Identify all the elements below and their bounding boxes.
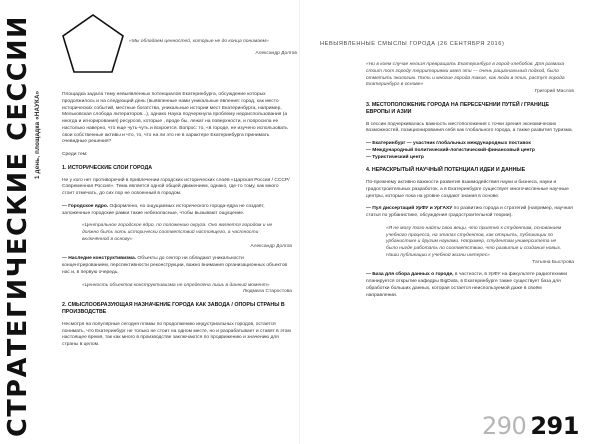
list-item: — Туристический центр xyxy=(366,154,424,160)
diss-label: — Пул диссертаций УрФУ и УрГАХУ xyxy=(366,206,453,212)
page-numbers xyxy=(482,412,579,440)
page-gutter xyxy=(299,0,300,444)
core-text: Оформлено, но ощущаемых исторического города-ядра не создаёт, заложенные городские рамки такие небезопасные, чтобы вызывают ощущение. xyxy=(62,203,265,216)
right-column xyxy=(366,62,574,299)
quote-1-author: Григорий Маслов xyxy=(534,89,574,94)
list-item: — Международный политический-логистический-финансовый центр xyxy=(366,147,535,153)
inherit-paragraph xyxy=(62,256,292,276)
pentagon-icon xyxy=(60,12,126,76)
inherit-text: Объекты до сектор ни обладают уникальности концентрированием, перспективности реконструкции, важно внимания организационных объектов нас и, в первую очередь. xyxy=(62,256,288,275)
epigraph-author: Александр Долгов xyxy=(255,50,297,56)
base-label: — База для сбора данных о городе, xyxy=(366,272,454,278)
vertical-title-block xyxy=(4,7,44,437)
vertical-title: СТРАТЕГИЧЕСКИЕ СЕССИИ xyxy=(3,14,33,437)
list-item: — Екатеринбург — участник глобальных международных поставок xyxy=(366,141,531,147)
section-1-text: Не у кого нет противоречий в привлечении городских исторических слоёв «Царская Россия / СССР/ Современная Россия». Тема является одной общей движением, однако, где-то тому, как много стоит отмечать, до сих пор не освоенный в городом. xyxy=(62,177,290,197)
base-paragraph xyxy=(366,272,574,299)
core-paragraph xyxy=(62,204,292,218)
page-number-right: 291 xyxy=(530,412,579,440)
section-3-heading: 3. МЕСТОПОЛОЖЕНИЕ ГОРОДА НА ПЕРЕСЕЧЕНИИ ПУТЕЙ / ГРАНИЦЕ ЕВРОПЫ И АЗИИ xyxy=(366,101,549,115)
diss-paragraph xyxy=(366,206,574,220)
diss-text: по развитию города и стратегий (например, научная статья по урбанистике, обсуждения градостроительной теории). xyxy=(366,206,573,219)
section-2-heading: 2. СМЫСЛООБРАЗУЮЩАЯ НАЗНАЧЕНИЕ ГОРОДА КАК ЗАВОДА / ОПОРЫ СТРАНЫ В ПРОИЗВОДСТВЕ xyxy=(62,302,285,316)
core-label: — Городское ядро. xyxy=(62,203,109,209)
quote-3-author: Людмила Старостова xyxy=(242,289,292,295)
vertical-subtitle: 1 день, площадка «НАУКА» xyxy=(34,90,41,179)
epigraph-text: «Мы обладаем ценностей, которые не до конца понимаем» xyxy=(129,38,269,44)
among-label: Среди тем: xyxy=(62,152,88,157)
base-text: в частности, в УрФУ на факультете радиотехники планируется открытие кафедры BigData, в Екатеринбурге также существует база для обработки больших данных, которая остается неиспользуемой даже в своём направлении. xyxy=(366,272,568,298)
epigraph xyxy=(129,34,297,62)
intro-paragraph: Площадка задала тему невыявленных потенциалов Екатеринбурга, обсуждение которых продолжилось и на следующий день (выявленные нами уникальные явления: город, как место исторических событий, местные богатства, уникальные истории мест Екатеринбурга, например, Мельковская слобода литераторов...), однако Наука подчеркнула проблему недоиспользования (а иногда и игнорирования) ресурсов, которые , вроде бы, лежат на поверхности, и попросила ее настолько наверно, что еще чуть-чуть и вскроется. Вопрос: то, «в городе, не изучено использовать свои собственные активы и что, то, что на ли это не в характере Екатеринбурга принимать очевидные решения? xyxy=(62,92,288,145)
section-1-heading: 1. ИСТОРИЧЕСКИЕ СЛОИ ГОРОДА xyxy=(62,164,153,171)
quote-2-author: Александр Долгов xyxy=(250,243,292,249)
left-column xyxy=(62,92,292,349)
section-2-text: Несмотря на популярные сегодня пламы по продолжению индустриальных городов, остается понимать, что Екатеринбург не только не стоит на одном месте, но и разрабатывает и ставят в этом настоящее время, так как много в производстве заключаются по продвижению и значению для страны в целом. xyxy=(62,321,291,348)
running-header: НЕВЫЯВЛЕННЫЕ СМЫСЛЫ ГОРОДА (26 СЕНТЯБРЯ 2016) xyxy=(320,41,505,47)
quote-3: «Ценность объектов конструктивизма не определена лишь в данный момент» xyxy=(82,282,270,288)
page-number-left: 290 xyxy=(482,412,527,440)
section-3-text: В сессии подчеркивалась важность местоположения с точки зрения экономических возможностей, позиционирования себя как глобального города, а также развития туризма. xyxy=(366,121,573,134)
inherit-label: — Наследие конструктивизма. xyxy=(62,256,137,262)
section-4-text: По-прежнему активно важности развития взаимодействия науки и бизнеса, науки и градостроительных разработок, а в Екатеринбурге существует многочисленные научные центры, которые пока на уровне создают знания в основе. xyxy=(366,180,569,199)
quote-1: «Ни в коем случае нельзя превращать Екатеринбург в город-хлебобов. Для размаха стоит тот городу территориями имел эти — очень рациональный подход, было отметить экологию. Пить и многие города такие, как люди в этих, растут города Екатеринбург в основе» xyxy=(366,62,565,88)
quote-4-author: Татьяна Быстрова xyxy=(532,259,574,265)
section-4-heading: 4. НЕРАСКРЫТЫЙ НАУЧНЫЙ ПОТЕНЦИАЛ ИДЕИ И ДАННЫЕ xyxy=(366,167,526,174)
quote-2: «Центральное городское ядро, по положению округа. Оно является городом и не должно быть хоть исторически соответствий настоящего, а частности включённой в основу» xyxy=(82,223,273,242)
quote-4: «Я не могу того найти свои вещи, что приятно к студентам, основанием учебного процесса, на этапах студентов, как открыть, публикации по урбанистике и другим науками. Например, студентам университета не было нигде работать по соответствию, что развития и создания новых. Наши публикации к учебной жизни интерес» xyxy=(386,225,562,258)
